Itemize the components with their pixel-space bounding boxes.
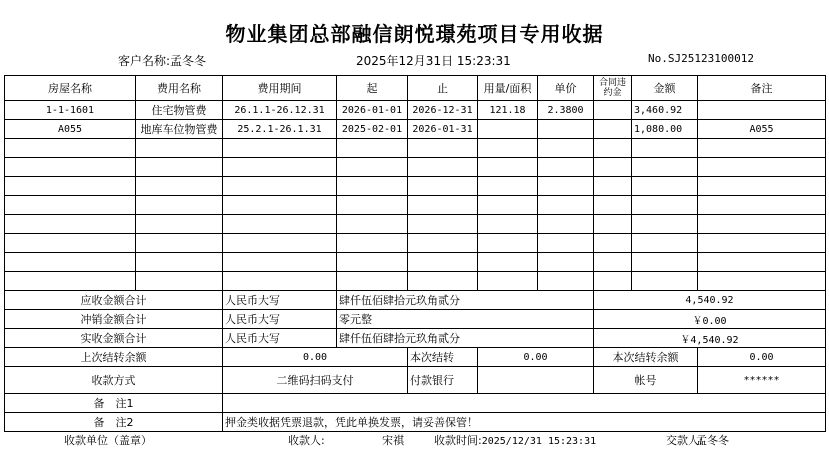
empty-cell xyxy=(223,215,337,234)
note1-row xyxy=(5,394,826,413)
cell-qty: 121.18 xyxy=(478,101,538,120)
empty-cell xyxy=(632,253,698,272)
empty-cell xyxy=(136,253,223,272)
empty-cell xyxy=(632,215,698,234)
table-header-row xyxy=(5,76,826,101)
empty-cell xyxy=(478,196,538,215)
cell-end: 2026-01-31 xyxy=(408,120,478,139)
empty-cell xyxy=(538,234,594,253)
empty-cell xyxy=(5,253,136,272)
actual-cn: 肆仟伍佰肆拾元玖角贰分 xyxy=(337,329,594,348)
account-label: 帐号 xyxy=(594,367,698,394)
receipt-number: No.SJ25123100012 xyxy=(648,52,754,65)
payer-label: 交款人: xyxy=(666,434,703,447)
empty-row xyxy=(5,196,826,215)
col-fee: 费用名称 xyxy=(136,76,223,101)
empty-cell xyxy=(478,158,538,177)
empty-cell xyxy=(223,253,337,272)
empty-cell xyxy=(136,158,223,177)
empty-cell xyxy=(5,158,136,177)
payee-label: 收款人: xyxy=(288,434,325,447)
empty-cell xyxy=(408,253,478,272)
cell-fee: 住宅物管费 xyxy=(136,101,223,120)
empty-cell xyxy=(698,215,826,234)
empty-cell xyxy=(594,253,632,272)
col-penalty: 合同违约金 xyxy=(594,76,632,101)
receipt-title: 物业集团总部融信朗悦璟苑项目专用收据 xyxy=(225,22,604,46)
cell-house: A055 xyxy=(5,120,136,139)
empty-cell xyxy=(478,234,538,253)
empty-cell xyxy=(136,272,223,291)
cell-start: 2025-02-01 xyxy=(337,120,408,139)
cell-period: 26.1.1-26.12.31 xyxy=(223,101,337,120)
empty-row xyxy=(5,253,826,272)
empty-cell xyxy=(223,196,337,215)
customer-name: 孟冬冬 xyxy=(170,54,207,68)
empty-cell xyxy=(698,158,826,177)
cell-house: 1-1-1601 xyxy=(5,101,136,120)
empty-cell xyxy=(632,158,698,177)
empty-cell xyxy=(337,139,408,158)
receivable-amount: 4,540.92 xyxy=(594,291,826,310)
payment-row xyxy=(5,367,826,394)
summary-rows xyxy=(5,291,826,432)
this-transfer-label: 本次结转 xyxy=(408,348,478,367)
offset-cn: 零元整 xyxy=(337,310,594,329)
empty-cell xyxy=(698,177,826,196)
last-balance: 0.00 xyxy=(223,348,408,367)
collect-time-value: 2025/12/31 15:23:31 xyxy=(481,436,597,447)
empty-cell xyxy=(594,234,632,253)
empty-row xyxy=(5,177,826,196)
pay-method: 二维码扫码支付 xyxy=(223,367,408,394)
empty-cell xyxy=(538,158,594,177)
note2-label: 备 注2 xyxy=(5,413,223,432)
cell-price xyxy=(538,120,594,139)
empty-cell xyxy=(698,196,826,215)
empty-cell xyxy=(5,215,136,234)
empty-row xyxy=(5,158,826,177)
empty-cell xyxy=(337,177,408,196)
empty-cell xyxy=(136,196,223,215)
actual-amount: ￥4,540.92 xyxy=(594,329,826,348)
empty-cell xyxy=(5,139,136,158)
receipt-datetime: 2025年12月31日 15:23:31 xyxy=(356,54,511,68)
empty-cell xyxy=(538,139,594,158)
empty-cell xyxy=(698,139,826,158)
empty-cell xyxy=(337,234,408,253)
col-end: 止 xyxy=(408,76,478,101)
cell-fee: 地库车位物管费 xyxy=(136,120,223,139)
balance-row xyxy=(5,348,826,367)
empty-cell xyxy=(223,158,337,177)
empty-cell xyxy=(478,139,538,158)
col-period: 费用期间 xyxy=(223,76,337,101)
empty-cell xyxy=(538,177,594,196)
receivable-row xyxy=(5,291,826,310)
offset-row xyxy=(5,310,826,329)
note2-row xyxy=(5,413,826,432)
empty-cell xyxy=(632,234,698,253)
receipt-table xyxy=(4,75,826,432)
this-balance: 0.00 xyxy=(698,348,826,367)
actual-row xyxy=(5,329,826,348)
empty-cell xyxy=(632,196,698,215)
col-price: 单价 xyxy=(538,76,594,101)
this-transfer: 0.00 xyxy=(478,348,594,367)
empty-cell xyxy=(698,253,826,272)
note2-value: 押金类收据凭票退款，凭此单换发票，请妥善保管！ xyxy=(223,413,826,432)
empty-cell xyxy=(538,215,594,234)
table-row xyxy=(5,101,826,120)
cell-note: A055 xyxy=(698,120,826,139)
col-qty: 用量/面积 xyxy=(478,76,538,101)
pay-bank xyxy=(478,367,594,394)
empty-row xyxy=(5,234,826,253)
empty-row xyxy=(5,139,826,158)
offset-amount: ￥0.00 xyxy=(594,310,826,329)
this-balance-label: 本次结转余额 xyxy=(594,348,698,367)
empty-cell xyxy=(5,272,136,291)
empty-cell xyxy=(136,215,223,234)
empty-cell xyxy=(538,196,594,215)
account-number: ****** xyxy=(698,367,826,394)
empty-row xyxy=(5,272,826,291)
empty-cell xyxy=(408,177,478,196)
empty-cell xyxy=(594,139,632,158)
empty-cell xyxy=(223,234,337,253)
empty-cell xyxy=(337,272,408,291)
empty-cell xyxy=(408,158,478,177)
empty-cell xyxy=(408,272,478,291)
empty-cell xyxy=(5,177,136,196)
empty-cell xyxy=(5,196,136,215)
empty-cell xyxy=(408,196,478,215)
cell-start: 2026-01-01 xyxy=(337,101,408,120)
actual-label: 实收金额合计 xyxy=(5,329,223,348)
cell-note xyxy=(698,101,826,120)
empty-cell xyxy=(337,253,408,272)
empty-cell xyxy=(632,177,698,196)
empty-cell xyxy=(337,196,408,215)
collecting-unit-label: 收款单位（盖章） xyxy=(64,434,152,447)
empty-cell xyxy=(223,139,337,158)
col-amount: 金额 xyxy=(632,76,698,101)
offset-label: 冲销金额合计 xyxy=(5,310,223,329)
empty-cell xyxy=(538,272,594,291)
customer-label: 客户名称: xyxy=(118,54,171,68)
empty-cell xyxy=(408,234,478,253)
empty-cell xyxy=(478,272,538,291)
empty-cell xyxy=(478,253,538,272)
cell-amount: 3,460.92 xyxy=(632,101,698,120)
empty-row xyxy=(5,215,826,234)
empty-cell xyxy=(408,139,478,158)
pay-bank-label: 付款银行 xyxy=(408,367,478,394)
cell-penalty xyxy=(594,120,632,139)
empty-cell xyxy=(632,272,698,291)
receivable-cn: 肆仟伍佰肆拾元玖角贰分 xyxy=(337,291,594,310)
note1-value xyxy=(223,394,826,413)
cell-period: 25.2.1-26.1.31 xyxy=(223,120,337,139)
col-house: 房屋名称 xyxy=(5,76,136,101)
cell-end: 2026-12-31 xyxy=(408,101,478,120)
rmb-label: 人民币大写 xyxy=(223,329,337,348)
receivable-label: 应收金额合计 xyxy=(5,291,223,310)
empty-cell xyxy=(5,234,136,253)
empty-cell xyxy=(594,177,632,196)
last-balance-label: 上次结转余额 xyxy=(5,348,223,367)
empty-cell xyxy=(478,177,538,196)
collect-time xyxy=(434,432,596,448)
cell-amount: 1,080.00 xyxy=(632,120,698,139)
payer-name: 孟冬冬 xyxy=(696,434,729,447)
empty-cell xyxy=(223,272,337,291)
collect-time-label: 收款时间: xyxy=(434,434,482,447)
empty-cell xyxy=(223,177,337,196)
col-note: 备注 xyxy=(698,76,826,101)
note1-label: 备 注1 xyxy=(5,394,223,413)
rmb-label: 人民币大写 xyxy=(223,310,337,329)
payee-name: 宋祺 xyxy=(382,434,404,447)
empty-cell xyxy=(337,158,408,177)
empty-cell xyxy=(136,139,223,158)
empty-cell xyxy=(632,139,698,158)
empty-cell xyxy=(594,272,632,291)
empty-cell xyxy=(698,272,826,291)
empty-cell xyxy=(594,196,632,215)
empty-cell xyxy=(136,177,223,196)
empty-cell xyxy=(538,253,594,272)
col-start: 起 xyxy=(337,76,408,101)
cell-penalty xyxy=(594,101,632,120)
pay-method-label: 收款方式 xyxy=(5,367,223,394)
table-row xyxy=(5,120,826,139)
cell-qty xyxy=(478,120,538,139)
empty-cell xyxy=(337,215,408,234)
empty-cell xyxy=(698,234,826,253)
cell-price: 2.3800 xyxy=(538,101,594,120)
empty-cell xyxy=(136,234,223,253)
empty-cell xyxy=(594,158,632,177)
empty-cell xyxy=(408,215,478,234)
customer-info xyxy=(118,52,206,69)
item-rows xyxy=(5,101,826,291)
rmb-label: 人民币大写 xyxy=(223,291,337,310)
empty-cell xyxy=(594,215,632,234)
empty-cell xyxy=(478,215,538,234)
